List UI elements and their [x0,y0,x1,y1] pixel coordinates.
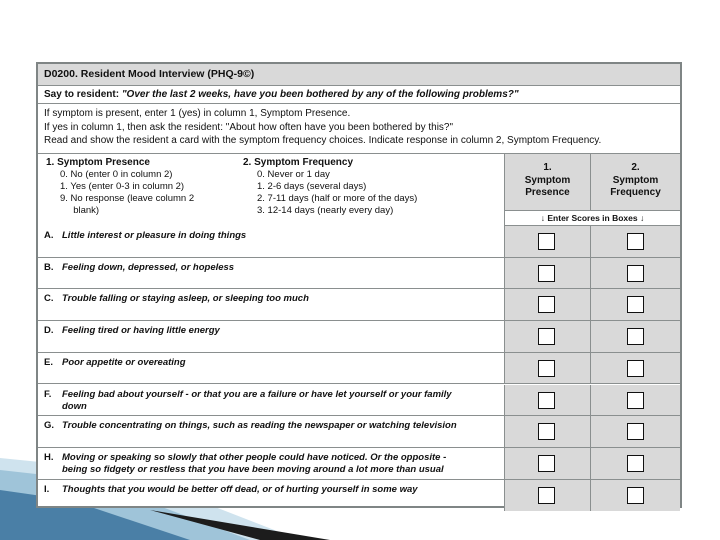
column2-header-line: Frequency [610,187,661,198]
frequency-score-box[interactable] [627,328,644,345]
question-text [38,226,505,257]
presence-cell [505,385,591,416]
frequency-score-box[interactable] [627,455,644,472]
question-text [38,321,505,352]
say-prefix: Say to resident: [44,89,122,100]
enter-scores-label: ↓ Enter Scores in Boxes ↓ [505,210,680,226]
presence-legend-item: 9. No response (leave column 2 [60,193,195,204]
question-row [38,416,680,448]
question-letter: C. [44,293,54,305]
frequency-legend-item: 0. Never or 1 day [257,169,330,180]
question-line: Poor appetite or overeating [62,356,186,368]
say-to-resident [38,86,680,104]
question-text [38,416,505,447]
question-row [38,353,680,385]
question-row [38,385,680,417]
say-quote: "Over the last 2 weeks, have you been bothered by any of the following problems?" [121,89,519,100]
question-letter: H. [44,451,54,463]
frequency-cell [591,448,680,479]
column1-header-line: 1. [543,162,552,173]
question-letter: F. [44,388,52,400]
presence-legend-item: blank) [60,205,100,216]
question-row [38,289,680,321]
frequency-cell [591,353,680,384]
presence-cell [505,321,591,352]
presence-cell [505,416,591,447]
frequency-score-box[interactable] [627,296,644,313]
form-title: D0200. Resident Mood Interview (PHQ-9©) [38,64,680,86]
presence-score-box[interactable] [538,296,555,313]
frequency-legend-item: 1. 2-6 days (several days) [257,181,367,192]
question-line: Little interest or pleasure in doing things [62,230,247,241]
question-row [38,321,680,353]
question-row [38,226,680,258]
question-text [38,353,505,384]
question-text [38,258,505,289]
presence-cell [505,353,591,384]
frequency-legend-header: 2. Symptom Frequency [243,157,354,168]
presence-cell [505,448,591,479]
frequency-cell [591,258,680,289]
question-text [38,480,505,512]
question-letter: D. [44,325,54,337]
question-line: being so fidgety or restless that you have been moving around a lot more than usual [62,463,444,475]
presence-legend-header: 1. Symptom Presence [46,157,150,168]
frequency-score-box[interactable] [627,265,644,282]
frequency-score-box[interactable] [627,233,644,250]
question-letter: E. [44,356,53,368]
column2-header-line: 2. [631,162,640,173]
instruction-line: Read and show the resident a card with the symptom frequency choices. Indicate response in column 2, Symptom Frequency. [44,135,602,146]
question-line: Feeling down, depressed, or hopeless [62,261,235,273]
question-line: Trouble falling or staying asleep, or sleeping too much [62,293,309,305]
presence-legend [46,157,246,217]
question-text [38,385,505,416]
frequency-legend-item: 2. 7-11 days (half or more of the days) [257,193,418,204]
presence-score-box[interactable] [538,328,555,345]
question-row [38,258,680,290]
legend-row [38,154,680,226]
column2-header-line: Symptom [612,174,659,186]
question-letter: B. [44,261,54,273]
presence-score-box[interactable] [538,455,555,472]
question-line: Trouble concentrating on things, such as reading the newspaper or watching television [62,420,457,432]
presence-score-box[interactable] [538,265,555,282]
question-line: Moving or speaking so slowly that other people could have noticed. Or the opposite - [62,451,447,463]
frequency-cell [591,321,680,352]
instruction-line: If symptom is present, enter 1 (yes) in column 1, Symptom Presence. [44,108,351,119]
frequency-score-box[interactable] [627,392,644,409]
presence-score-box[interactable] [538,423,555,440]
presence-score-box[interactable] [538,392,555,409]
presence-legend-item: 0. No (enter 0 in column 2) [60,169,173,180]
frequency-cell [591,480,680,512]
presence-legend-item: 1. Yes (enter 0-3 in column 2) [60,181,185,192]
question-text [38,289,505,320]
frequency-score-box[interactable] [627,360,644,377]
presence-cell [505,480,591,512]
phq9-form [36,62,682,508]
presence-cell [505,226,591,257]
frequency-legend-item: 3. 12-14 days (nearly every day) [257,205,394,216]
frequency-cell [591,385,680,416]
frequency-legend [243,157,503,217]
frequency-cell [591,226,680,257]
frequency-score-box[interactable] [627,487,644,504]
legend-panel [38,154,505,226]
question-text [38,448,505,479]
question-row [38,480,680,512]
question-letter: I. [44,483,50,495]
presence-score-box[interactable] [538,360,555,377]
presence-cell [505,289,591,320]
column2-header [591,154,680,210]
question-line: Thoughts that you would be better off dead, or of hurting yourself in some way [62,483,418,495]
question-letter: A. [44,230,54,241]
column1-header [505,154,591,210]
frequency-cell [591,416,680,447]
column1-header-line: Presence [525,187,570,198]
presence-score-box[interactable] [538,233,555,250]
instructions [38,104,680,154]
frequency-cell [591,289,680,320]
presence-score-box[interactable] [538,487,555,504]
question-line: down [62,400,87,412]
question-line: Feeling bad about yourself - or that you are a failure or have let yourself or your family [62,388,452,400]
presence-cell [505,258,591,289]
question-row [38,448,680,480]
question-letter: G. [44,420,55,432]
instruction-line: If yes in column 1, then ask the resident: "About how often have you been bothered by this?" [44,121,454,133]
question-line: Feeling tired or having little energy [62,325,220,337]
frequency-score-box[interactable] [627,423,644,440]
column1-header-line: Symptom [524,174,571,186]
